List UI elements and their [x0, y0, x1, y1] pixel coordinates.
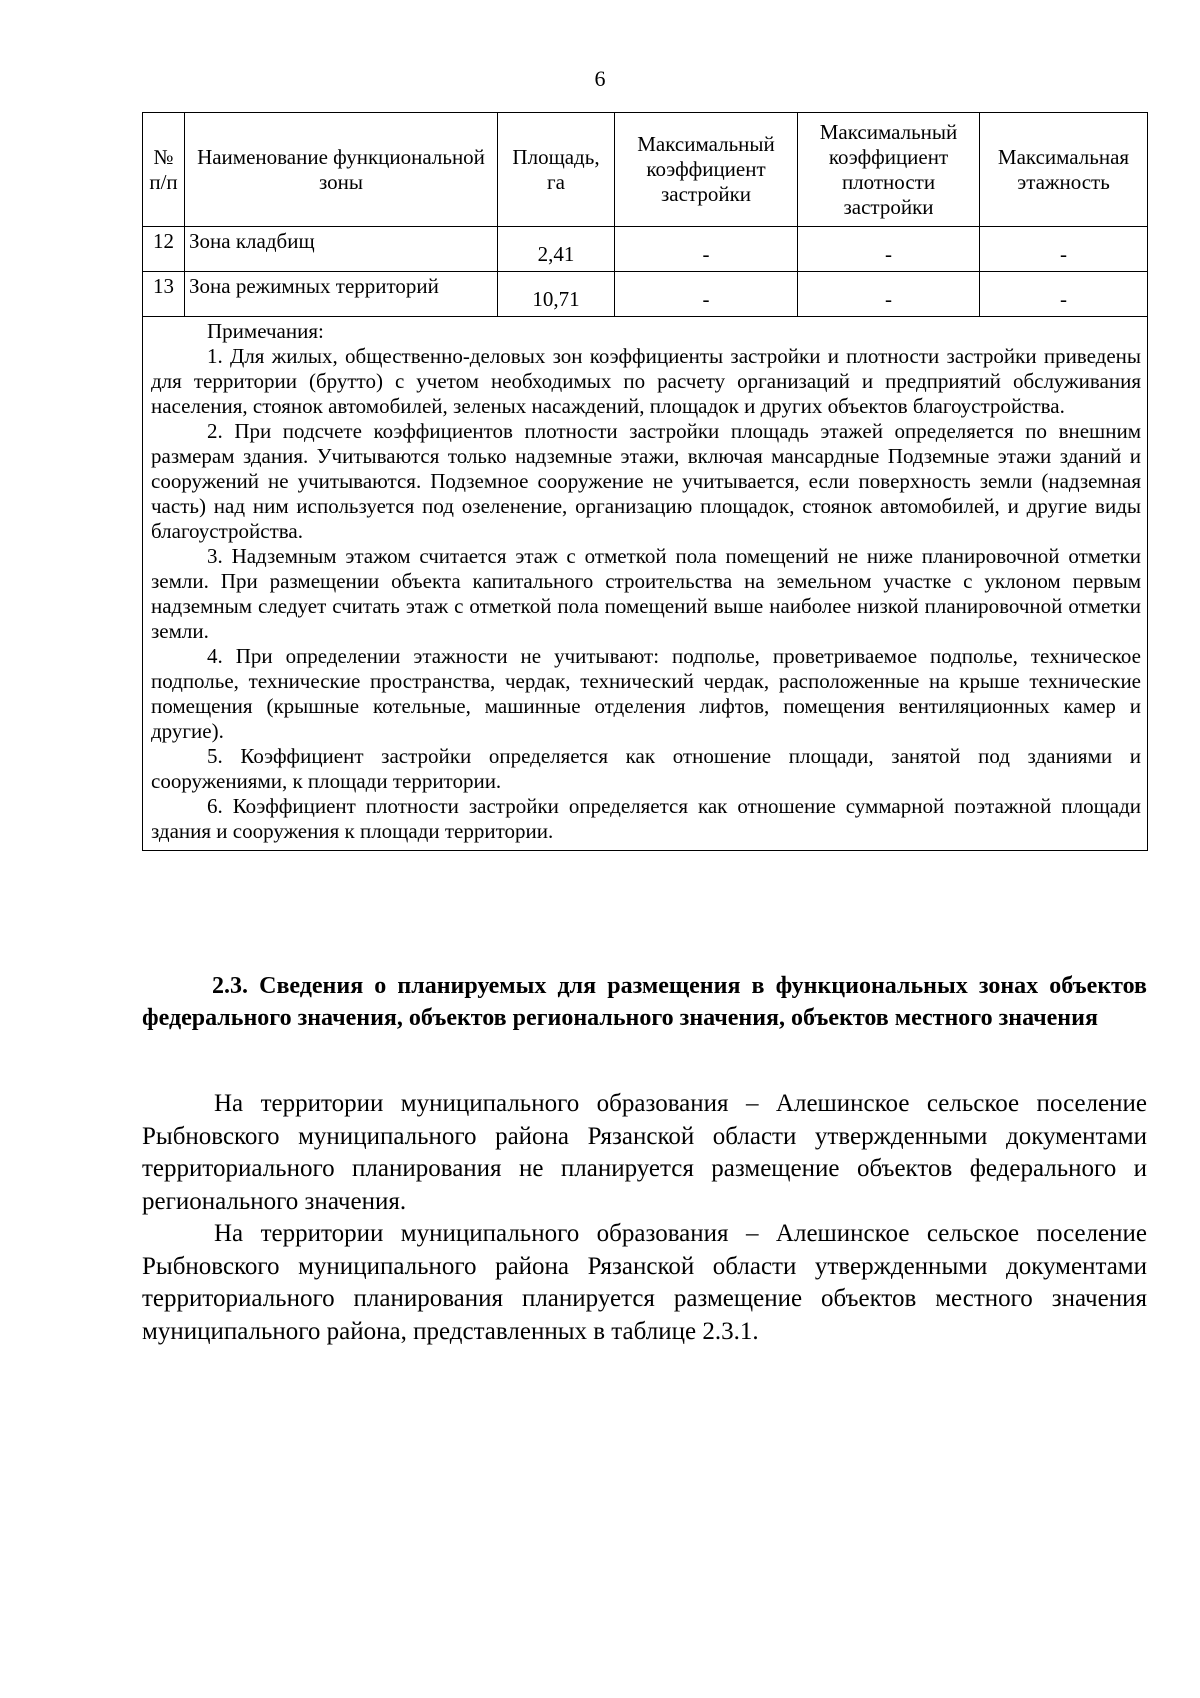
row-area: 10,71: [498, 272, 615, 317]
row-floors: -: [980, 227, 1148, 272]
row-num: 12: [143, 227, 185, 272]
table-row: [143, 272, 1148, 317]
section-heading: 2.3. Сведения о планируемых для размещения в функциональных зонах объектов федерального значения, объектов регионального значения, объектов местного значения: [142, 973, 1147, 1031]
note-item: 1. Для жилых, общественно-деловых зон коэффициенты застройки и плотности застройки приведены для территории (брутто) с учетом необходимых по расчету организаций и предприятий обслуживания населения, стоянок автомобилей, зеленых насаждений, площадок и других объектов благоустройства.: [151, 344, 1141, 418]
note-item: 4. При определении этажности не учитывают: подполье, проветриваемое подполье, техническое подполье, технические пространства, чердак, технический чердак, расположенные на крыше технические помещения (крышные котельные, машинные отделения лифтов, помещения вентиляционных камер и другие).: [151, 644, 1141, 743]
header-area: Площадь, га: [498, 113, 615, 227]
row-floors: -: [980, 272, 1148, 317]
row-zone-name: Зона режимных территорий: [185, 272, 498, 317]
header-zone-name: Наименование функциональной зоны: [185, 113, 498, 227]
section-paragraph: На территории муниципального образования – Алешинское сельское поселение Рыбновского муниципального района Рязанской области утвержденными документами территориального планирования планируется размещение объектов местного значения муниципального района, представленных в таблице 2.3.1.: [142, 1220, 1147, 1345]
notes-cell: [143, 317, 1148, 851]
note-item: 2. При подсчете коэффициентов плотности застройки площадь этажей определяется по внешним размерам здания. Учитываются только надземные этажи, включая мансардные Подземные этажи зданий и сооружений не учитываются. Подземное сооружение не учитывается, если поверхность земли (надземная часть) над ним используется под озеленение, организацию площадок, стоянок автомобилей, и другие виды благоустройства.: [151, 419, 1141, 543]
header-max-build-coef: Максимальный коэффициент застройки: [615, 113, 798, 227]
header-max-density-coef: Максимальный коэффициент плотности застройки: [798, 113, 980, 227]
note-item: 5. Коэффициент застройки определяется как отношение площади, занятой под зданиями и сооружениями, к площади территории.: [151, 744, 1141, 793]
table-header-row: [143, 113, 1148, 227]
row-density-coef: -: [798, 272, 980, 317]
row-density-coef: -: [798, 227, 980, 272]
notes-title: Примечания:: [207, 319, 324, 343]
page-number: 6: [594, 66, 606, 91]
note-item: 3. Надземным этажом считается этаж с отметкой пола помещений не ниже планировочной отметки земли. При размещении объекта капитального строительства на земельном участке с уклоном первым надземным следует считать этаж с отметкой пола помещений выше наиболее низкой планировочной отметки земли.: [151, 544, 1141, 643]
header-max-floors: Максимальная этажность: [980, 113, 1148, 227]
row-build-coef: -: [615, 272, 798, 317]
table-row: [143, 227, 1148, 272]
notes-row: [143, 317, 1148, 851]
row-zone-name: Зона кладбищ: [185, 227, 498, 272]
header-num: № п/п: [143, 113, 185, 227]
note-item: 6. Коэффициент плотности застройки определяется как отношение суммарной поэтажной площади здания и сооружения к площади территории.: [151, 794, 1141, 843]
row-build-coef: -: [615, 227, 798, 272]
section-paragraph: На территории муниципального образования – Алешинское сельское поселение Рыбновского муниципального района Рязанской области утвержденными документами территориального планирования не планируется размещение объектов федерального и регионального значения.: [142, 1090, 1147, 1215]
row-num: 13: [143, 272, 185, 317]
functional-zones-table: [142, 112, 1148, 851]
row-area: 2,41: [498, 227, 615, 272]
